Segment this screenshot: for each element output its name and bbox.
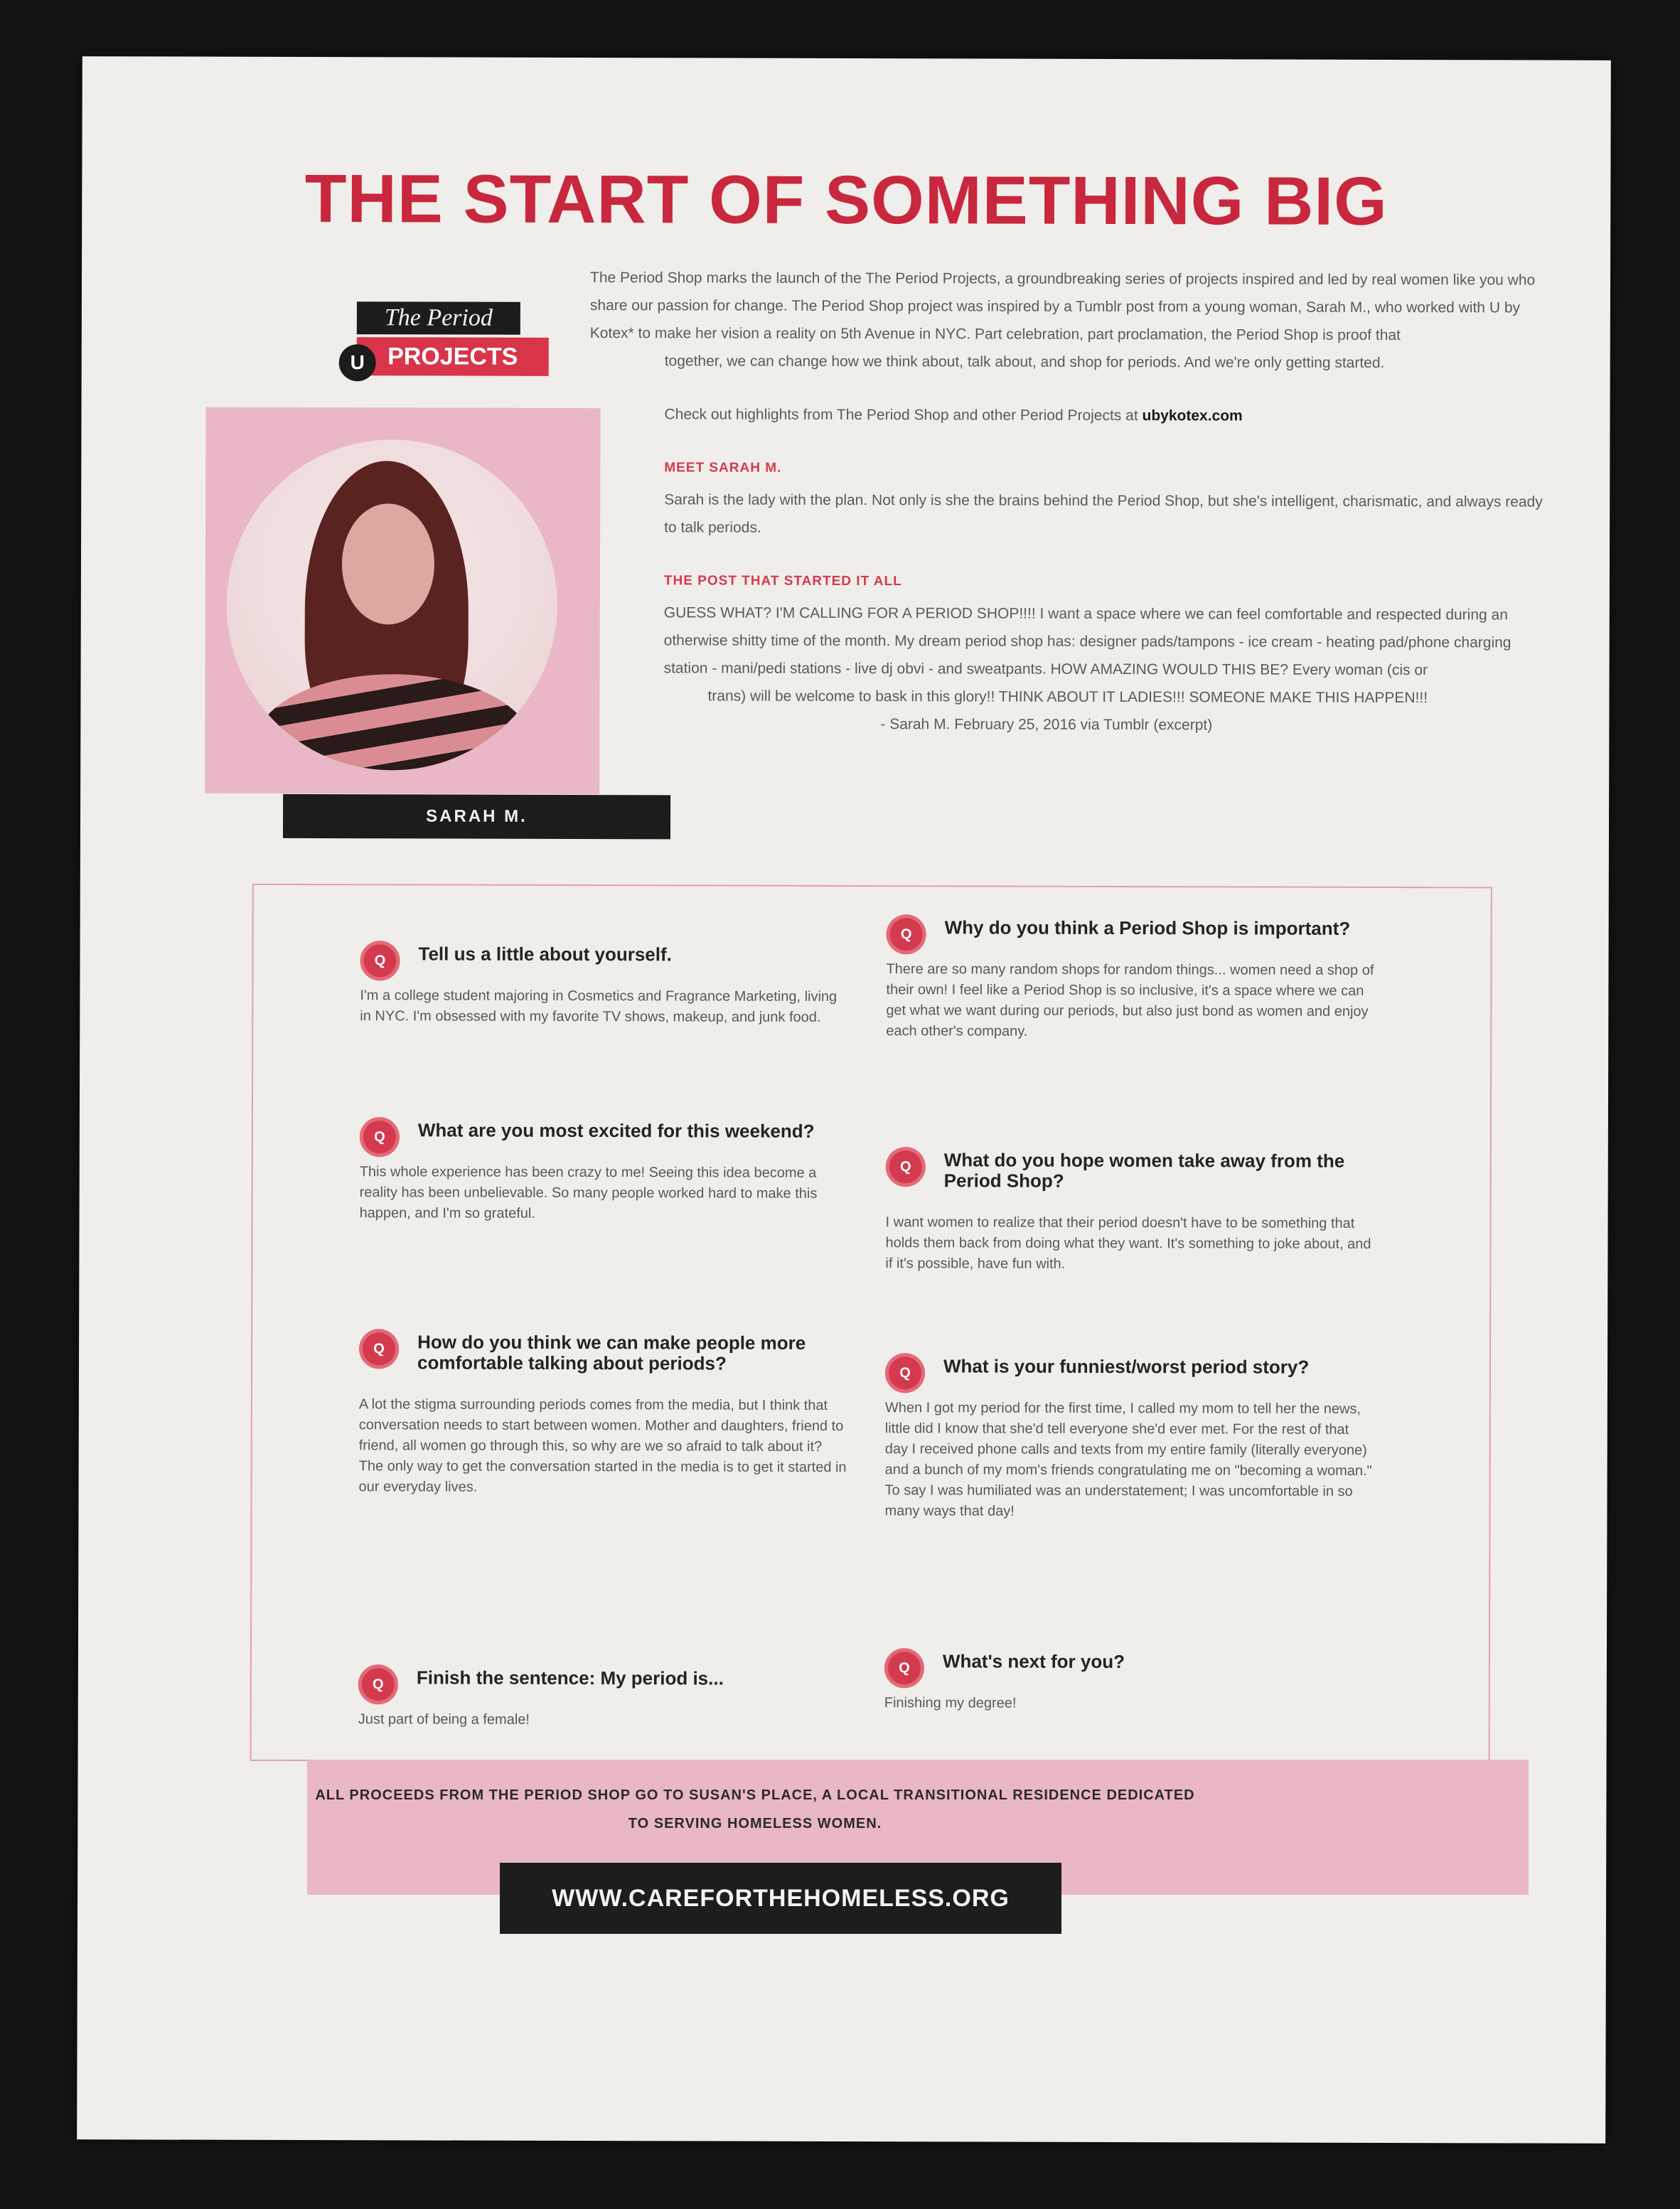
answer: I want women to realize that their period doesn't have to be something that holds them back from doing what they want. It's something to joke about, and if it's possible, have fun with. xyxy=(885,1214,1371,1272)
post-signature: - Sarah M. February 25, 2016 via Tumblr (excerpt) xyxy=(880,716,1213,734)
qa-box xyxy=(250,884,1492,1765)
logo-top-text: The Period xyxy=(357,301,520,335)
question-text: What do you hope women take away from the Period Shop? xyxy=(943,1149,1345,1192)
answer: Finishing my degree! xyxy=(884,1695,1017,1711)
qa-item xyxy=(359,1332,850,1499)
logo-bottom-text: PROJECTS xyxy=(357,337,549,376)
question xyxy=(359,1332,850,1374)
qa-item xyxy=(360,943,850,1028)
post-text: GUESS WHAT? I'M CALLING FOR A PERIOD SHOP!!!! I want a space where we can feel comfortable and respected during an otherwise shitty time of the month. My dream period shop has: designer pads/tampons - ice cream - heating pad/phone charging station - mani/pedi stations - live dj obvi - and sweatpants. HOW AMAZING WOULD THIS BE? Every woman (cis or xyxy=(663,604,1512,679)
question xyxy=(885,1355,1376,1381)
question xyxy=(360,1119,850,1145)
answer: I'm a college student majoring in Cosmetics and Fragrance Marketing, living in NYC. I'm obsessed with my favorite TV shows, makeup, and junk food. xyxy=(360,988,838,1025)
question xyxy=(884,1650,1375,1676)
u-badge-icon: U xyxy=(339,344,376,381)
proceeds-text: ALL PROCEEDS FROM THE PERIOD SHOP GO TO SUSAN'S PLACE, A LOCAL TRANSITIONAL RESIDENCE DEDICATED TO SERVING HOMELESS WOMEN. xyxy=(315,1787,1195,1831)
question-text: What are you most excited for this weekend? xyxy=(417,1119,815,1142)
question-text: Tell us a little about yourself. xyxy=(418,943,672,966)
headline: THE START OF SOMETHING BIG xyxy=(304,161,1388,240)
question xyxy=(360,943,850,969)
q-icon: Q xyxy=(360,941,400,980)
qa-item xyxy=(884,1356,1376,1523)
q-icon: Q xyxy=(358,1664,398,1704)
question xyxy=(358,1667,849,1693)
post-heading: THE POST THAT STARTED IT ALL xyxy=(663,573,902,589)
q-icon: Q xyxy=(887,914,926,954)
website-link[interactable]: ubykotex.com xyxy=(1142,407,1243,424)
answer: Just part of being a female! xyxy=(358,1711,530,1728)
qa-item xyxy=(886,917,1376,1043)
meet-sarah-text: Sarah is the lady with the plan. Not only is she the brains behind the Period Shop, but she's intelligent, charismatic, and always ready to talk periods. xyxy=(664,491,1543,536)
meet-sarah-heading: MEET SARAH M. xyxy=(664,460,782,476)
question xyxy=(886,1150,1376,1192)
q-icon: Q xyxy=(359,1329,399,1369)
intro-paragraph: The Period Shop marks the launch of the The Period Projects, a groundbreaking series of projects inspired and led by real women like you who share our passion for change. The Period Shop project was inspired by a Tumblr post from a young woman, Sarah M., who worked with U by Kotex* to make her vision a reality on 5th Avenue in NYC. Part celebration, part proclamation, the Period Shop is proof that xyxy=(589,269,1536,344)
period-projects-logo xyxy=(339,301,552,402)
highlights-line xyxy=(589,400,1556,431)
answer: There are so many random shops for random things... women need a shop of their own! I feel like a Period Shop is so inclusive, it's a space where we can get what we want during our periods, but also just bond as women and enjoy each other's company. xyxy=(886,961,1374,1039)
question-text: What's next for you? xyxy=(942,1650,1125,1673)
q-icon: Q xyxy=(885,1353,925,1393)
sarah-portrait xyxy=(226,439,557,771)
question-text: Finish the sentence: My period is... xyxy=(416,1667,724,1689)
intro-text xyxy=(589,264,1557,766)
photo-caption: SARAH M. xyxy=(283,794,670,839)
qa-item xyxy=(884,1651,1375,1715)
qa-item xyxy=(358,1667,849,1731)
charity-url[interactable]: WWW.CAREFORTHEHOMELESS.ORG xyxy=(500,1863,1061,1934)
portrait-shirt xyxy=(255,674,533,771)
question-text: How do you think we can make people more comfortable talking about periods? xyxy=(417,1331,806,1374)
post-text-continued: trans) will be welcome to bask in this glory!! THINK ABOUT IT LADIES!!! SOMEONE MAKE THIS HAPPEN!!! xyxy=(707,688,1428,707)
q-icon: Q xyxy=(884,1648,924,1688)
question-text: Why do you think a Period Shop is important? xyxy=(944,916,1351,939)
highlights-text: Check out highlights from The Period Shop and other Period Projects at xyxy=(664,406,1138,424)
portrait-face xyxy=(342,503,434,624)
question xyxy=(887,916,1377,943)
qa-item xyxy=(885,1150,1376,1275)
intro-paragraph-continued: together, we can change how we think about, talk about, and shop for periods. And we're only getting started. xyxy=(664,353,1385,371)
qa-item xyxy=(360,1120,850,1225)
q-icon: Q xyxy=(360,1117,400,1157)
answer: This whole experience has been crazy to me! Seeing this idea become a reality has been unbelievable. So many people worked hard to make this happen, and I'm so grateful. xyxy=(359,1164,818,1221)
question-text: What is your funniest/worst period story? xyxy=(943,1355,1310,1378)
answer: When I got my period for the first time, I called my mom to tell her the news, little did I know that she'd tell everyone she'd ever met. For the rest of that day I received phone calls and texts from my entire family (literally everyone) and a bunch of my mom's friends congratulating me on "becoming a woman." To say I was humiliated was an understatement; I was uncomfortable in so many ways that day! xyxy=(884,1400,1372,1519)
answer: A lot the stigma surrounding periods comes from the media, but I think that conversation needs to start between women. Mother and daughters, friend to friend, all women go through this, so why are we so afraid to talk about it? The only way to get the conversation started in the media is to get it started in our everyday lives. xyxy=(358,1396,847,1495)
q-icon: Q xyxy=(886,1147,926,1187)
